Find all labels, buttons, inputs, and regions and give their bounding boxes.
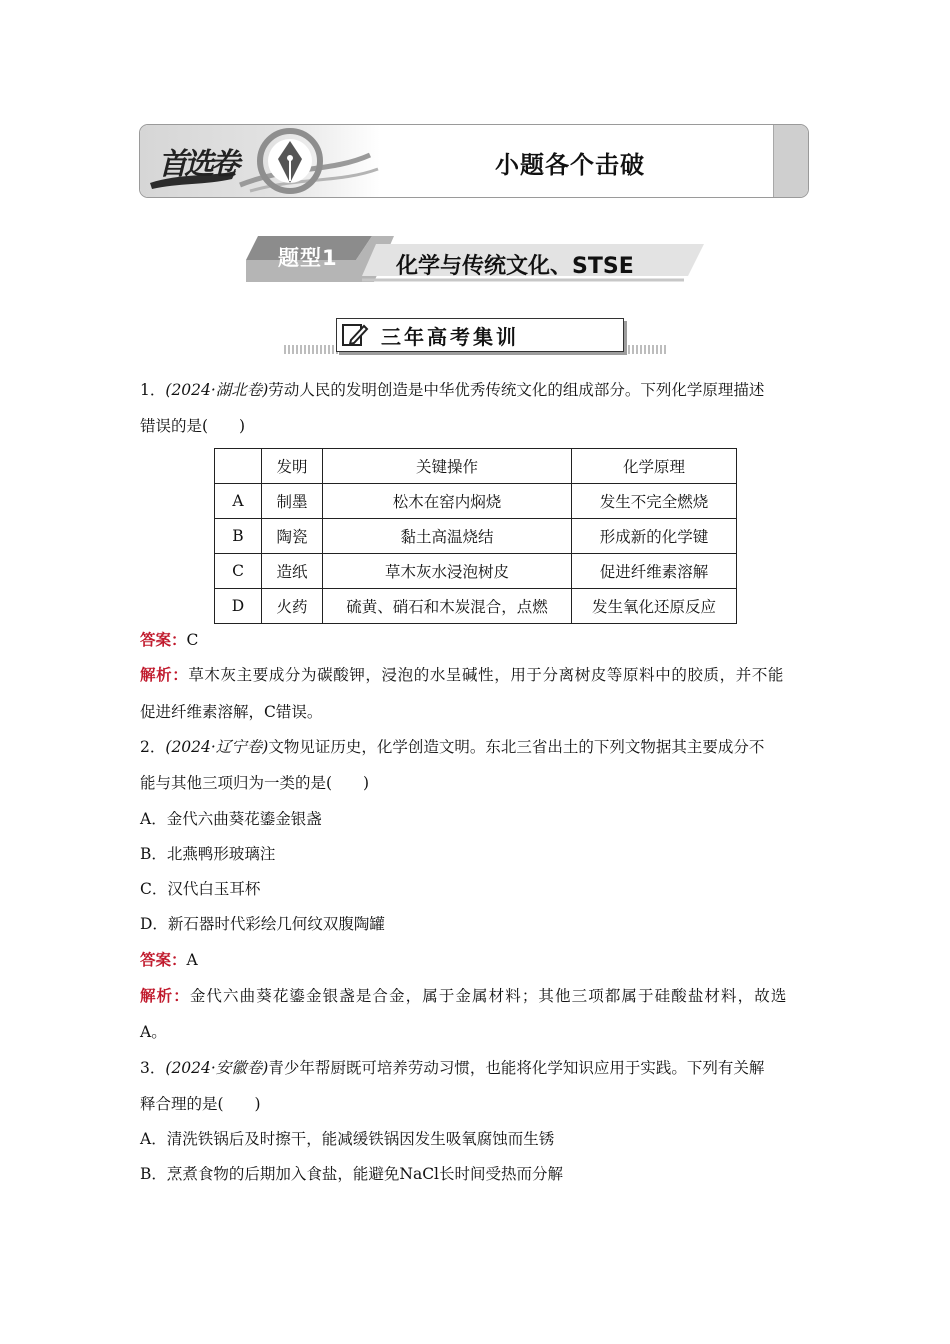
table-cell: 草木灰水浸泡树皮 — [323, 554, 572, 589]
inventions-table — [214, 448, 737, 624]
question-1-answer — [140, 629, 198, 651]
question-3-stem-cont: 释合理的是( ) — [140, 1095, 261, 1113]
question-number: 2 — [140, 738, 150, 756]
analysis-label: 解析： — [140, 665, 189, 684]
table-cell: 形成新的化学键 — [572, 519, 737, 554]
table-cell: 发生氧化还原反应 — [572, 589, 737, 624]
table-row — [215, 554, 737, 589]
section-title: 化学与传统文化、STSE — [396, 254, 634, 279]
question-number: 3 — [140, 1059, 150, 1077]
question-1-stem-cont: 错误的是( ) — [140, 417, 246, 435]
subsection-heading — [284, 318, 666, 358]
table-header-row — [215, 449, 737, 484]
table-cell: 松木在窑内焖烧 — [323, 484, 572, 519]
table-cell: B — [215, 519, 262, 554]
answer-label: 答案： — [140, 630, 187, 649]
question-2-answer — [140, 949, 198, 971]
section-label: 题型1 — [278, 246, 338, 270]
question-3-option-b: B．烹煮食物的后期加入食盐，能避免NaCl长时间受热而分解 — [140, 1165, 564, 1183]
analysis-text: 金代六曲葵花鎏金银盏是合金，属于金属材料；其他三项都属于硅酸盐材料，故选 — [189, 987, 788, 1005]
page-title: 小题各个击破 — [495, 150, 645, 179]
question-2-stem-cont: 能与其他三项归为一类的是( ) — [140, 774, 370, 792]
pencil-edit-icon — [341, 322, 369, 348]
table-header-cell: 化学原理 — [572, 449, 737, 484]
table-cell: 黏土高温烧结 — [323, 519, 572, 554]
subsection-box — [336, 318, 624, 352]
question-2-stem: 2．(2024·辽宁卷)文物见证历史，化学创造文明。东北三省出土的下列文物据其主要成分不 — [140, 738, 765, 756]
question-stem: 文物见证历史，化学创造文明。东北三省出土的下列文物据其主要成分不 — [268, 738, 765, 756]
question-source: (2024·安徽卷) — [165, 1059, 269, 1077]
question-2-analysis-cont: A。 — [140, 1023, 167, 1041]
question-source: (2024·辽宁卷) — [165, 738, 269, 756]
table-row — [215, 484, 737, 519]
table-cell: C — [215, 554, 262, 589]
question-2-option-d: D．新石器时代彩绘几何纹双腹陶罐 — [140, 915, 385, 933]
subsection-title: 三年高考集训 — [381, 325, 519, 349]
table-row — [215, 589, 737, 624]
table-cell: A — [215, 484, 262, 519]
answer-label: 答案： — [140, 950, 187, 969]
logo-area — [140, 125, 380, 198]
question-1-stem: 1．(2024·湖北卷)劳动人民的发明创造是中华优秀传统文化的组成部分。下列化学原理描述 — [140, 381, 765, 399]
table-header-cell: 关键操作 — [323, 449, 572, 484]
table-cell: 促进纤维素溶解 — [572, 554, 737, 589]
question-2-option-b: B．北燕鸭形玻璃注 — [140, 845, 276, 863]
question-stem: 劳动人民的发明创造是中华优秀传统文化的组成部分。下列化学原理描述 — [268, 381, 765, 399]
table-cell: 制墨 — [262, 484, 323, 519]
question-3-option-a: A．清洗铁锅后及时擦干，能减缓铁锅因发生吸氧腐蚀而生锈 — [140, 1130, 555, 1148]
header-banner — [139, 124, 809, 198]
table-cell: 硫黄、硝石和木炭混合，点燃 — [323, 589, 572, 624]
table-row — [215, 519, 737, 554]
table-header-cell: 发明 — [262, 449, 323, 484]
question-number: 1 — [140, 381, 150, 399]
question-1-analysis-cont: 促进纤维素溶解，C错误。 — [140, 703, 323, 721]
question-stem: 青少年帮厨既可培养劳动习惯，也能将化学知识应用于实践。下列有关解 — [268, 1059, 765, 1077]
table-header-cell — [215, 449, 262, 484]
answer-value: A — [186, 951, 198, 969]
table-cell: D — [215, 589, 262, 624]
banner-side-bar — [773, 125, 808, 198]
question-2-option-a: A．金代六曲葵花鎏金银盏 — [140, 810, 322, 828]
analysis-text: 草木灰主要成分为碳酸钾，浸泡的水呈碱性，用于分离树皮等原料中的胶质，并不能 — [188, 666, 785, 684]
question-3-stem: 3．(2024·安徽卷)青少年帮厨既可培养劳动习惯，也能将化学知识应用于实践。下列有关解 — [140, 1059, 765, 1077]
table-cell: 发生不完全燃烧 — [572, 484, 737, 519]
answer-value: C — [186, 631, 199, 649]
question-2-analysis — [140, 985, 787, 1007]
table-cell: 陶瓷 — [262, 519, 323, 554]
table-cell: 造纸 — [262, 554, 323, 589]
logo-text: 首选卷 — [158, 147, 236, 182]
question-source: (2024·湖北卷) — [165, 381, 269, 399]
analysis-label: 解析： — [140, 986, 190, 1005]
question-2-option-c: C．汉代白玉耳杯 — [140, 880, 261, 898]
table-cell: 火药 — [262, 589, 323, 624]
section-heading — [244, 234, 704, 286]
question-1-analysis — [140, 664, 784, 686]
